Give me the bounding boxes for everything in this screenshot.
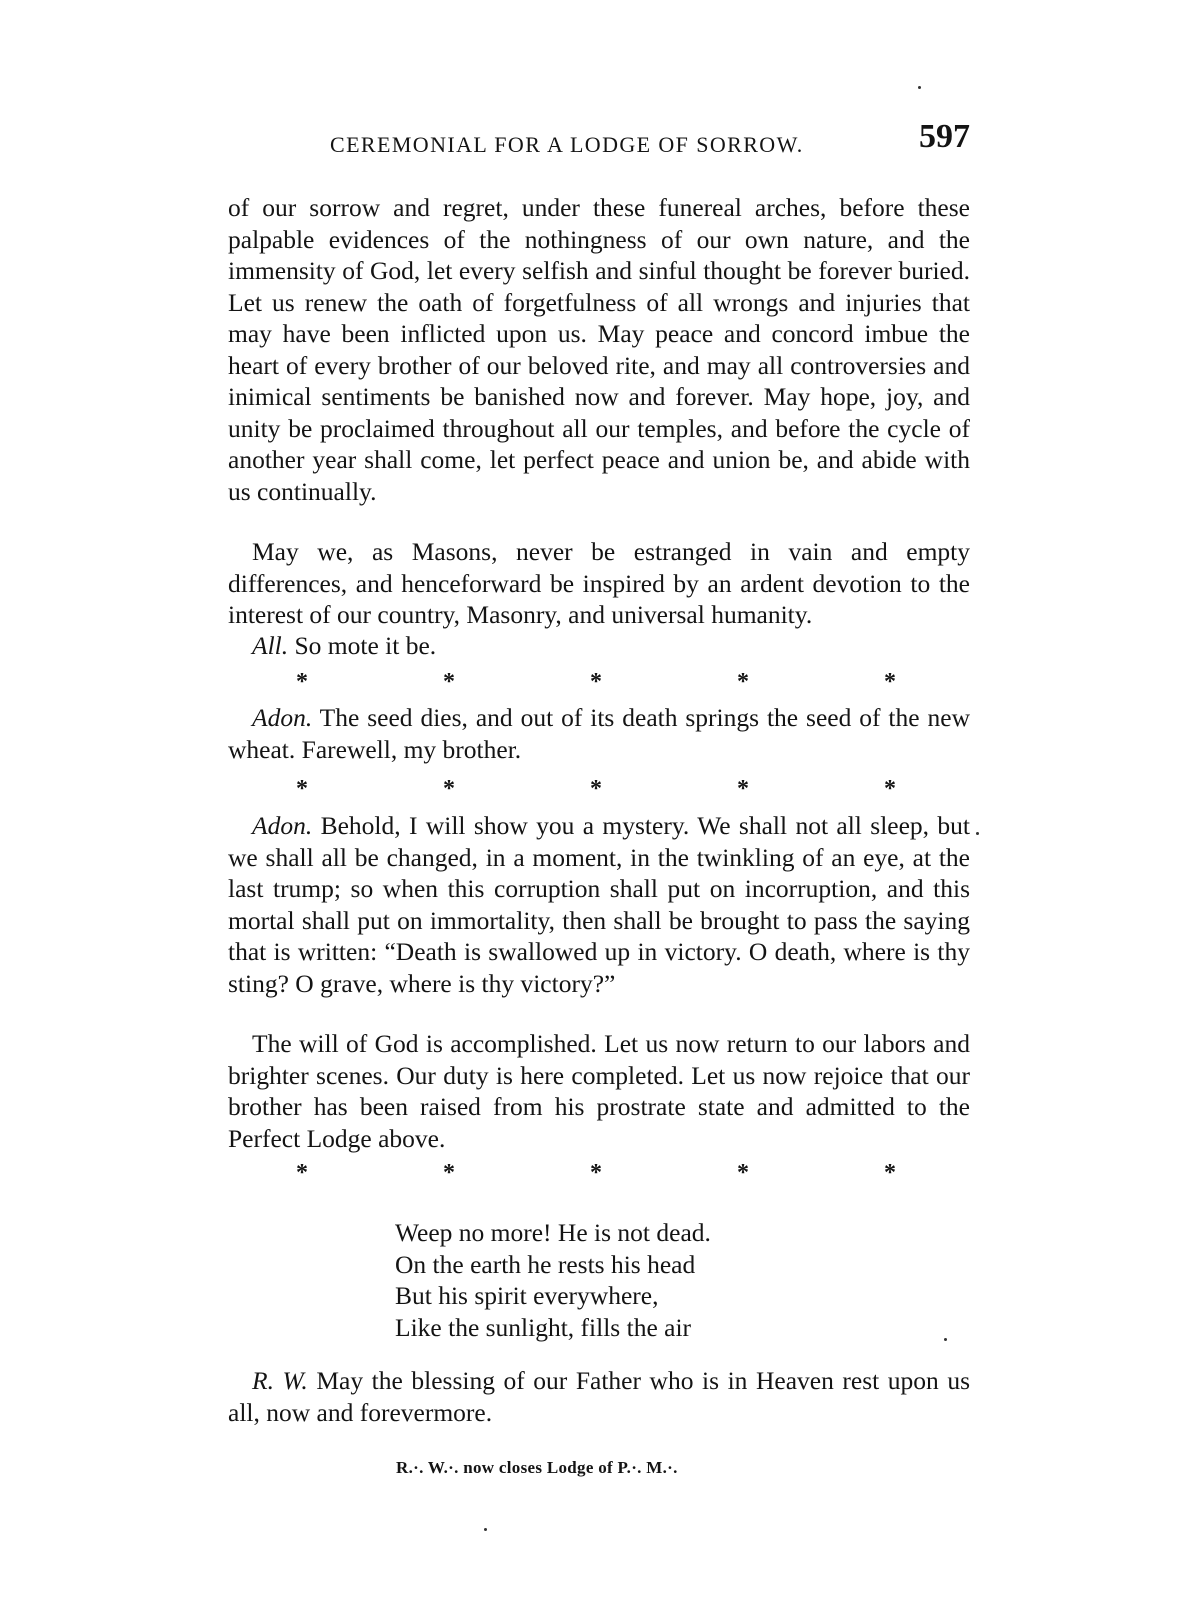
page-header <box>330 118 970 168</box>
speaker-label: All. <box>252 631 289 660</box>
separator-star: * <box>884 776 896 802</box>
paragraph-will-of-god <box>228 1028 970 1154</box>
speaker-label: Adon. <box>252 703 313 732</box>
separator-star: * <box>443 669 455 695</box>
section-separator <box>296 1160 896 1187</box>
separator-star: * <box>296 776 308 802</box>
separator-star: * <box>443 776 455 802</box>
section-separator <box>296 776 896 803</box>
separator-star: * <box>296 669 308 695</box>
response-all <box>228 630 970 662</box>
separator-star: * <box>737 669 749 695</box>
print-speck <box>918 86 921 89</box>
print-speck <box>976 832 979 835</box>
running-title: CEREMONIAL FOR A LODGE OF SORROW. <box>330 132 804 157</box>
speech-adon-seed <box>228 702 970 765</box>
paragraph-continued <box>228 192 970 507</box>
verse-stanza <box>395 1217 711 1343</box>
paragraph-text: Behold, I will show you a mystery. We shall not all sleep, but we shall all be changed, in a moment, in the twinkling of an eye, at the last trump; so when this corruption shall put on incorruption, and this mortal shall put on immortality, then shall be brought to pass the saying that is written: “Death is swallowed up in victory. O death, where is thy sting? O grave, where is thy victory?” <box>228 811 970 998</box>
paragraph-text: May we, as Masons, never be estranged in vain and empty differences, and henceforward be inspired by an ardent devotion to the interest of our country, Masonry, and universal humanity. <box>228 537 970 629</box>
separator-star: * <box>443 1160 455 1186</box>
verse-line: But his spirit everywhere, <box>395 1281 659 1310</box>
page-number: 597 <box>919 118 970 155</box>
separator-star: * <box>737 1160 749 1186</box>
closing-note: R.·. W.·. now closes Lodge of P.·. M.·. <box>396 1458 678 1477</box>
separator-star: * <box>296 1160 308 1186</box>
paragraph-masons <box>228 536 970 631</box>
section-separator <box>296 669 896 696</box>
separator-star: * <box>590 1160 602 1186</box>
verse-line: Weep no more! He is not dead. <box>395 1218 711 1247</box>
speech-rw-blessing <box>228 1365 970 1428</box>
print-speck <box>484 1528 487 1531</box>
paragraph-text: The will of God is accomplished. Let us now return to our labors and brighter scenes. Our duty is here completed. Let us now rejoice that our brother has been raised from his prostrate state and admitted to the Perfect Lodge above. <box>228 1029 970 1153</box>
paragraph-text: So mote it be. <box>294 631 437 660</box>
separator-star: * <box>737 776 749 802</box>
paragraph-text: The seed dies, and out of its death springs the seed of the new wheat. Farewell, my brother. <box>228 703 970 764</box>
speaker-label: R. W. <box>252 1366 308 1395</box>
separator-star: * <box>884 669 896 695</box>
speech-adon-mystery <box>228 810 970 999</box>
speaker-label: Adon. <box>252 811 313 840</box>
separator-star: * <box>590 776 602 802</box>
verse-line: On the earth he rests his head <box>395 1249 696 1279</box>
verse-line: Like the sunlight, fills the air <box>395 1312 692 1342</box>
print-speck <box>944 1338 947 1341</box>
paragraph-text: May the blessing of our Father who is in Heaven rest upon us all, now and forevermore. <box>228 1366 971 1427</box>
paragraph-text: of our sorrow and regret, under these funereal arches, before these palpable evidences of the nothingness of our own nature, and the immensity of God, let every selfish and sinful thought be forever buried. Let us renew the oath of forgetfulness of all wrongs and injuries that may have been inflicted upon us. May peace and concord imbue the heart of every brother of our beloved rite, and may all controversies and inimical sentiments be banished now and forever. May hope, joy, and unity be proclaimed throughout all our temples, and before the cycle of another year shall come, let perfect peace and union be, and abide with us continually. <box>228 193 970 506</box>
separator-star: * <box>590 669 602 695</box>
separator-star: * <box>884 1160 896 1186</box>
